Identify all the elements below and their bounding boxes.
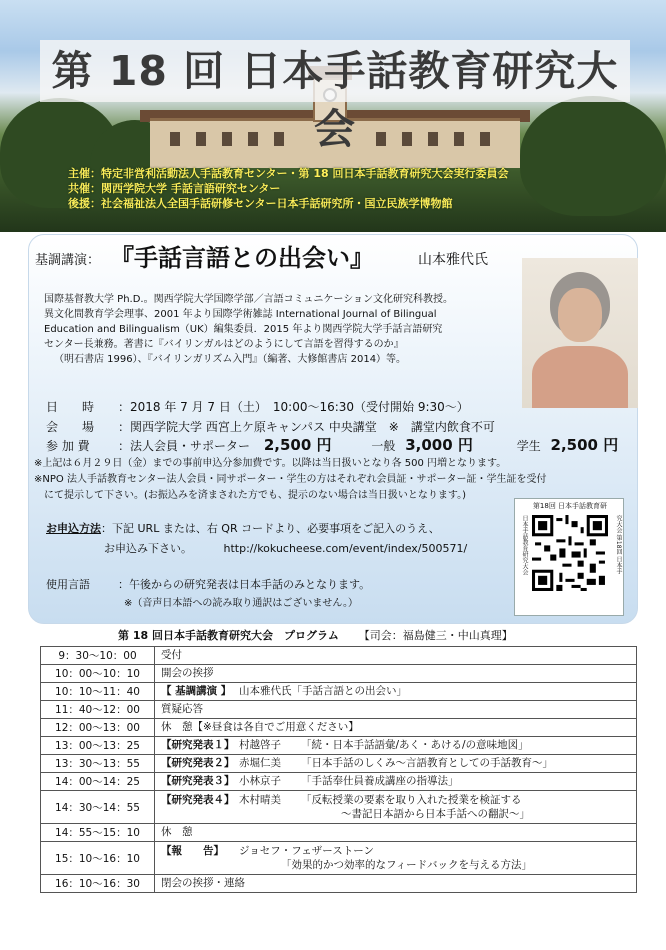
program-text: 休 憩【※昼食は各自でご用意ください】 bbox=[161, 721, 359, 734]
program-time: 13：30～13：55 bbox=[41, 755, 155, 773]
program-content bbox=[155, 701, 637, 719]
program-line bbox=[161, 793, 630, 808]
program-row bbox=[41, 737, 637, 755]
keynote-title: 『手話言語との出会い』 bbox=[110, 244, 374, 272]
apply-text: ：下記 URL または、右 QR コードより、必要事項をご記入のうえ、 bbox=[101, 522, 440, 535]
program-time: 13：00～13：25 bbox=[41, 737, 155, 755]
program-row bbox=[41, 683, 637, 701]
program-line bbox=[161, 876, 630, 891]
qr-side-text-left: 日本手話教育研究大会 bbox=[521, 515, 528, 575]
window bbox=[196, 132, 206, 146]
program-text: 受付 bbox=[161, 649, 182, 662]
program-text-2: 「効果的かつ効率的なフィードバックを与える方法」 bbox=[281, 859, 532, 871]
cosponsor-line: 共催：関西学院大学 手話言語研究センター bbox=[68, 182, 281, 195]
fee-label: 参 加 費 bbox=[46, 439, 90, 453]
organizers bbox=[68, 166, 628, 211]
page-title: 第 18 回 日本手話教育研究大会 bbox=[51, 47, 619, 153]
window bbox=[454, 132, 464, 146]
fee-general-label: 一般 bbox=[371, 439, 396, 453]
program-content bbox=[155, 755, 637, 773]
apply-row-2 bbox=[104, 540, 467, 558]
bio-line: センター長兼務。著書に『バイリンガルはどのようにして言語を習得するのか』 bbox=[44, 339, 404, 350]
program-content bbox=[155, 683, 637, 701]
window bbox=[170, 132, 180, 146]
program-text: 「手話奉仕員養成講座の指導法」 bbox=[301, 775, 459, 788]
window bbox=[480, 132, 490, 146]
date-label: 日 時 bbox=[46, 400, 95, 414]
program-content bbox=[155, 773, 637, 791]
program-time: 12：00～13：00 bbox=[41, 719, 155, 737]
program-text: 質疑応答 bbox=[161, 703, 203, 716]
program-session-label: 【研究発表１】 bbox=[161, 739, 235, 752]
program-line bbox=[161, 844, 630, 859]
date-value: ：2018 年 7 月 7 日（土） 10:00～16:30（受付開始 9:30～） bbox=[118, 400, 469, 414]
window bbox=[222, 132, 232, 146]
program-line bbox=[161, 648, 630, 663]
program-line bbox=[161, 720, 630, 735]
program-text: 「続・日本手話語彙/あく・あける/の意味地図」 bbox=[301, 739, 529, 752]
program-presenter: 小林京子 bbox=[239, 775, 281, 788]
window bbox=[274, 132, 284, 146]
program-row bbox=[41, 701, 637, 719]
program-row bbox=[41, 665, 637, 683]
qr-caption: 第18回 日本手話教育研 bbox=[532, 502, 608, 510]
program-row bbox=[41, 875, 637, 893]
bio-line: Education and Bilingualism（UK）編集委員．2015 年より関西学院大学手話言語研究 bbox=[44, 324, 443, 335]
program-time: 15：10～16：10 bbox=[41, 842, 155, 875]
bio-line: 異文化間教育学会理事、2001 年より国際学術雑誌 International Journal of Bilingual bbox=[44, 309, 437, 320]
venue-row bbox=[46, 418, 495, 436]
program-table bbox=[40, 646, 637, 893]
fee-student-amount: 2,500 円 bbox=[550, 436, 619, 454]
keynote-prefix: 基調講演： bbox=[35, 253, 101, 268]
program-row bbox=[41, 824, 637, 842]
window bbox=[376, 132, 386, 146]
apply-row bbox=[46, 520, 440, 538]
program-time: 16：10～16：30 bbox=[41, 875, 155, 893]
program-line bbox=[161, 774, 630, 789]
program-content bbox=[155, 719, 637, 737]
language-note: ※（音声日本語への読み取り通訳はございません。） bbox=[124, 598, 358, 609]
program-text: 「反転授業の要素を取り入れた授業を検証する bbox=[301, 793, 522, 806]
program-content bbox=[155, 737, 637, 755]
language-label: 使用言語 bbox=[46, 578, 90, 591]
window bbox=[428, 132, 438, 146]
program-row bbox=[41, 791, 637, 824]
program-row bbox=[41, 719, 637, 737]
program-line bbox=[161, 702, 630, 717]
fee-row bbox=[46, 436, 618, 455]
program-time: 14：55～15：10 bbox=[41, 824, 155, 842]
program-text: 開会の挨拶 bbox=[161, 667, 214, 680]
program-line bbox=[161, 666, 630, 681]
program-content bbox=[155, 842, 637, 875]
venue-value: ：関西学院大学 西宮上ケ原キャンパス 中央講堂 ※ 講堂内飲食不可 bbox=[118, 420, 495, 434]
program-line bbox=[161, 738, 630, 753]
program-text: 閉会の挨拶・連絡 bbox=[161, 877, 245, 890]
supporter-line: 後援：社会福祉法人全国手話研修センター日本手話研究所・国立民族学博物館 bbox=[68, 197, 453, 210]
program-time: 14：30～14：55 bbox=[41, 791, 155, 824]
program-heading bbox=[118, 628, 513, 644]
hero-banner bbox=[0, 0, 666, 232]
program-row bbox=[41, 842, 637, 875]
program-content bbox=[155, 791, 637, 824]
apply-url-link[interactable]: http://kokucheese.com/event/index/500571/ bbox=[223, 542, 468, 555]
photo-body bbox=[532, 346, 628, 408]
fee-member-label: ：法人会員・サポーター bbox=[118, 439, 251, 453]
program-row bbox=[41, 773, 637, 791]
program-presenter: 木村晴美 bbox=[239, 793, 281, 806]
program-content bbox=[155, 647, 637, 665]
date-row bbox=[46, 398, 469, 416]
fee-general-amount: 3,000 円 bbox=[405, 436, 473, 454]
qr-side-text-right: 究大会 第18回 日本手 bbox=[615, 515, 622, 575]
fee-note-2: ※NPO 法人手話教育センター法人会員・同サポーター・学生の方はそれぞれ会員証・サポーター証・学生証を受付 bbox=[34, 474, 547, 485]
program-text: 山本雅代氏「手話言語との出会い」 bbox=[239, 685, 407, 698]
program-time: 10：00～10：10 bbox=[41, 665, 155, 683]
keynote-speaker: 山本雅代氏 bbox=[418, 252, 488, 268]
program-content bbox=[155, 824, 637, 842]
program-text-2: ～書記日本語から日本手話への翻訳～」 bbox=[341, 808, 530, 820]
program-line bbox=[161, 825, 630, 840]
program-presenter: 赤堀仁美 bbox=[239, 757, 281, 770]
venue-label: 会 場 bbox=[46, 420, 95, 434]
program-time: 10：10～11：40 bbox=[41, 683, 155, 701]
program-presenter: 村越啓子 bbox=[239, 739, 281, 752]
program-session-label: 【研究発表２】 bbox=[161, 757, 235, 770]
language-text: ：午後からの研究発表は日本手話のみとなります。 bbox=[118, 578, 371, 591]
speaker-bio bbox=[44, 292, 514, 367]
organizer-line: 主催：特定非営利活動法人手話教育センター・第 18 回日本手話教育研究大会実行委員会 bbox=[68, 167, 509, 180]
program-mc: 【司会：福島健三・中山真理】 bbox=[358, 629, 513, 642]
program-text: 「日本手話のしくみ～言語教育としての手話教育～」 bbox=[301, 757, 553, 770]
fee-student-label: 学生 bbox=[516, 439, 541, 453]
window bbox=[248, 132, 258, 146]
program-session-label: 【研究発表４】 bbox=[161, 793, 235, 806]
qr-code-card[interactable] bbox=[514, 498, 624, 616]
fee-member-amount: 2,500 円 bbox=[263, 436, 332, 454]
qr-code-icon[interactable] bbox=[532, 515, 608, 591]
language-row bbox=[46, 576, 370, 594]
program-row bbox=[41, 647, 637, 665]
program-time: 9：30～10：00 bbox=[41, 647, 155, 665]
bio-line: 国際基督教大学 Ph.D.。関西学院大学国際学部／言語コミュニケーション文化研究科教授。 bbox=[44, 294, 454, 305]
fee-note-3: にて提示して下さい。(お振込みを済まされた方でも、提示のない場合は当日扱いとなります。) bbox=[34, 490, 467, 501]
program-content bbox=[155, 875, 637, 893]
apply-text-2: お申込み下さい。 bbox=[104, 542, 192, 555]
program-time: 11：40～12：00 bbox=[41, 701, 155, 719]
program-title: 第 18 回日本手話教育研究大会 プログラム bbox=[118, 629, 339, 642]
program-line bbox=[161, 684, 630, 699]
program-content bbox=[155, 665, 637, 683]
program-time: 14：00～14：25 bbox=[41, 773, 155, 791]
window bbox=[402, 132, 412, 146]
program-session-label: 【 基調講演 】 bbox=[161, 685, 232, 698]
program-row bbox=[41, 755, 637, 773]
apply-label: お申込方法 bbox=[46, 522, 101, 535]
fee-note-1: ※上記は６月２９日（金）までの事前申込分参加費です。以降は当日扱いとなり各 500 円増となります。 bbox=[34, 458, 507, 469]
speaker-photo bbox=[522, 258, 638, 408]
bio-line: （明石書店 1996）、『バイリンガリズム入門』（編著、大修館書店 2014）等。 bbox=[54, 354, 407, 365]
program-session-label: 【報 告】 bbox=[161, 844, 224, 857]
program-text: ジョセフ・フェザーストーン bbox=[239, 844, 375, 857]
photo-face bbox=[558, 288, 602, 342]
program-text: 休 憩 bbox=[161, 826, 193, 839]
program-session-label: 【研究発表３】 bbox=[161, 775, 235, 788]
program-line bbox=[161, 756, 630, 771]
